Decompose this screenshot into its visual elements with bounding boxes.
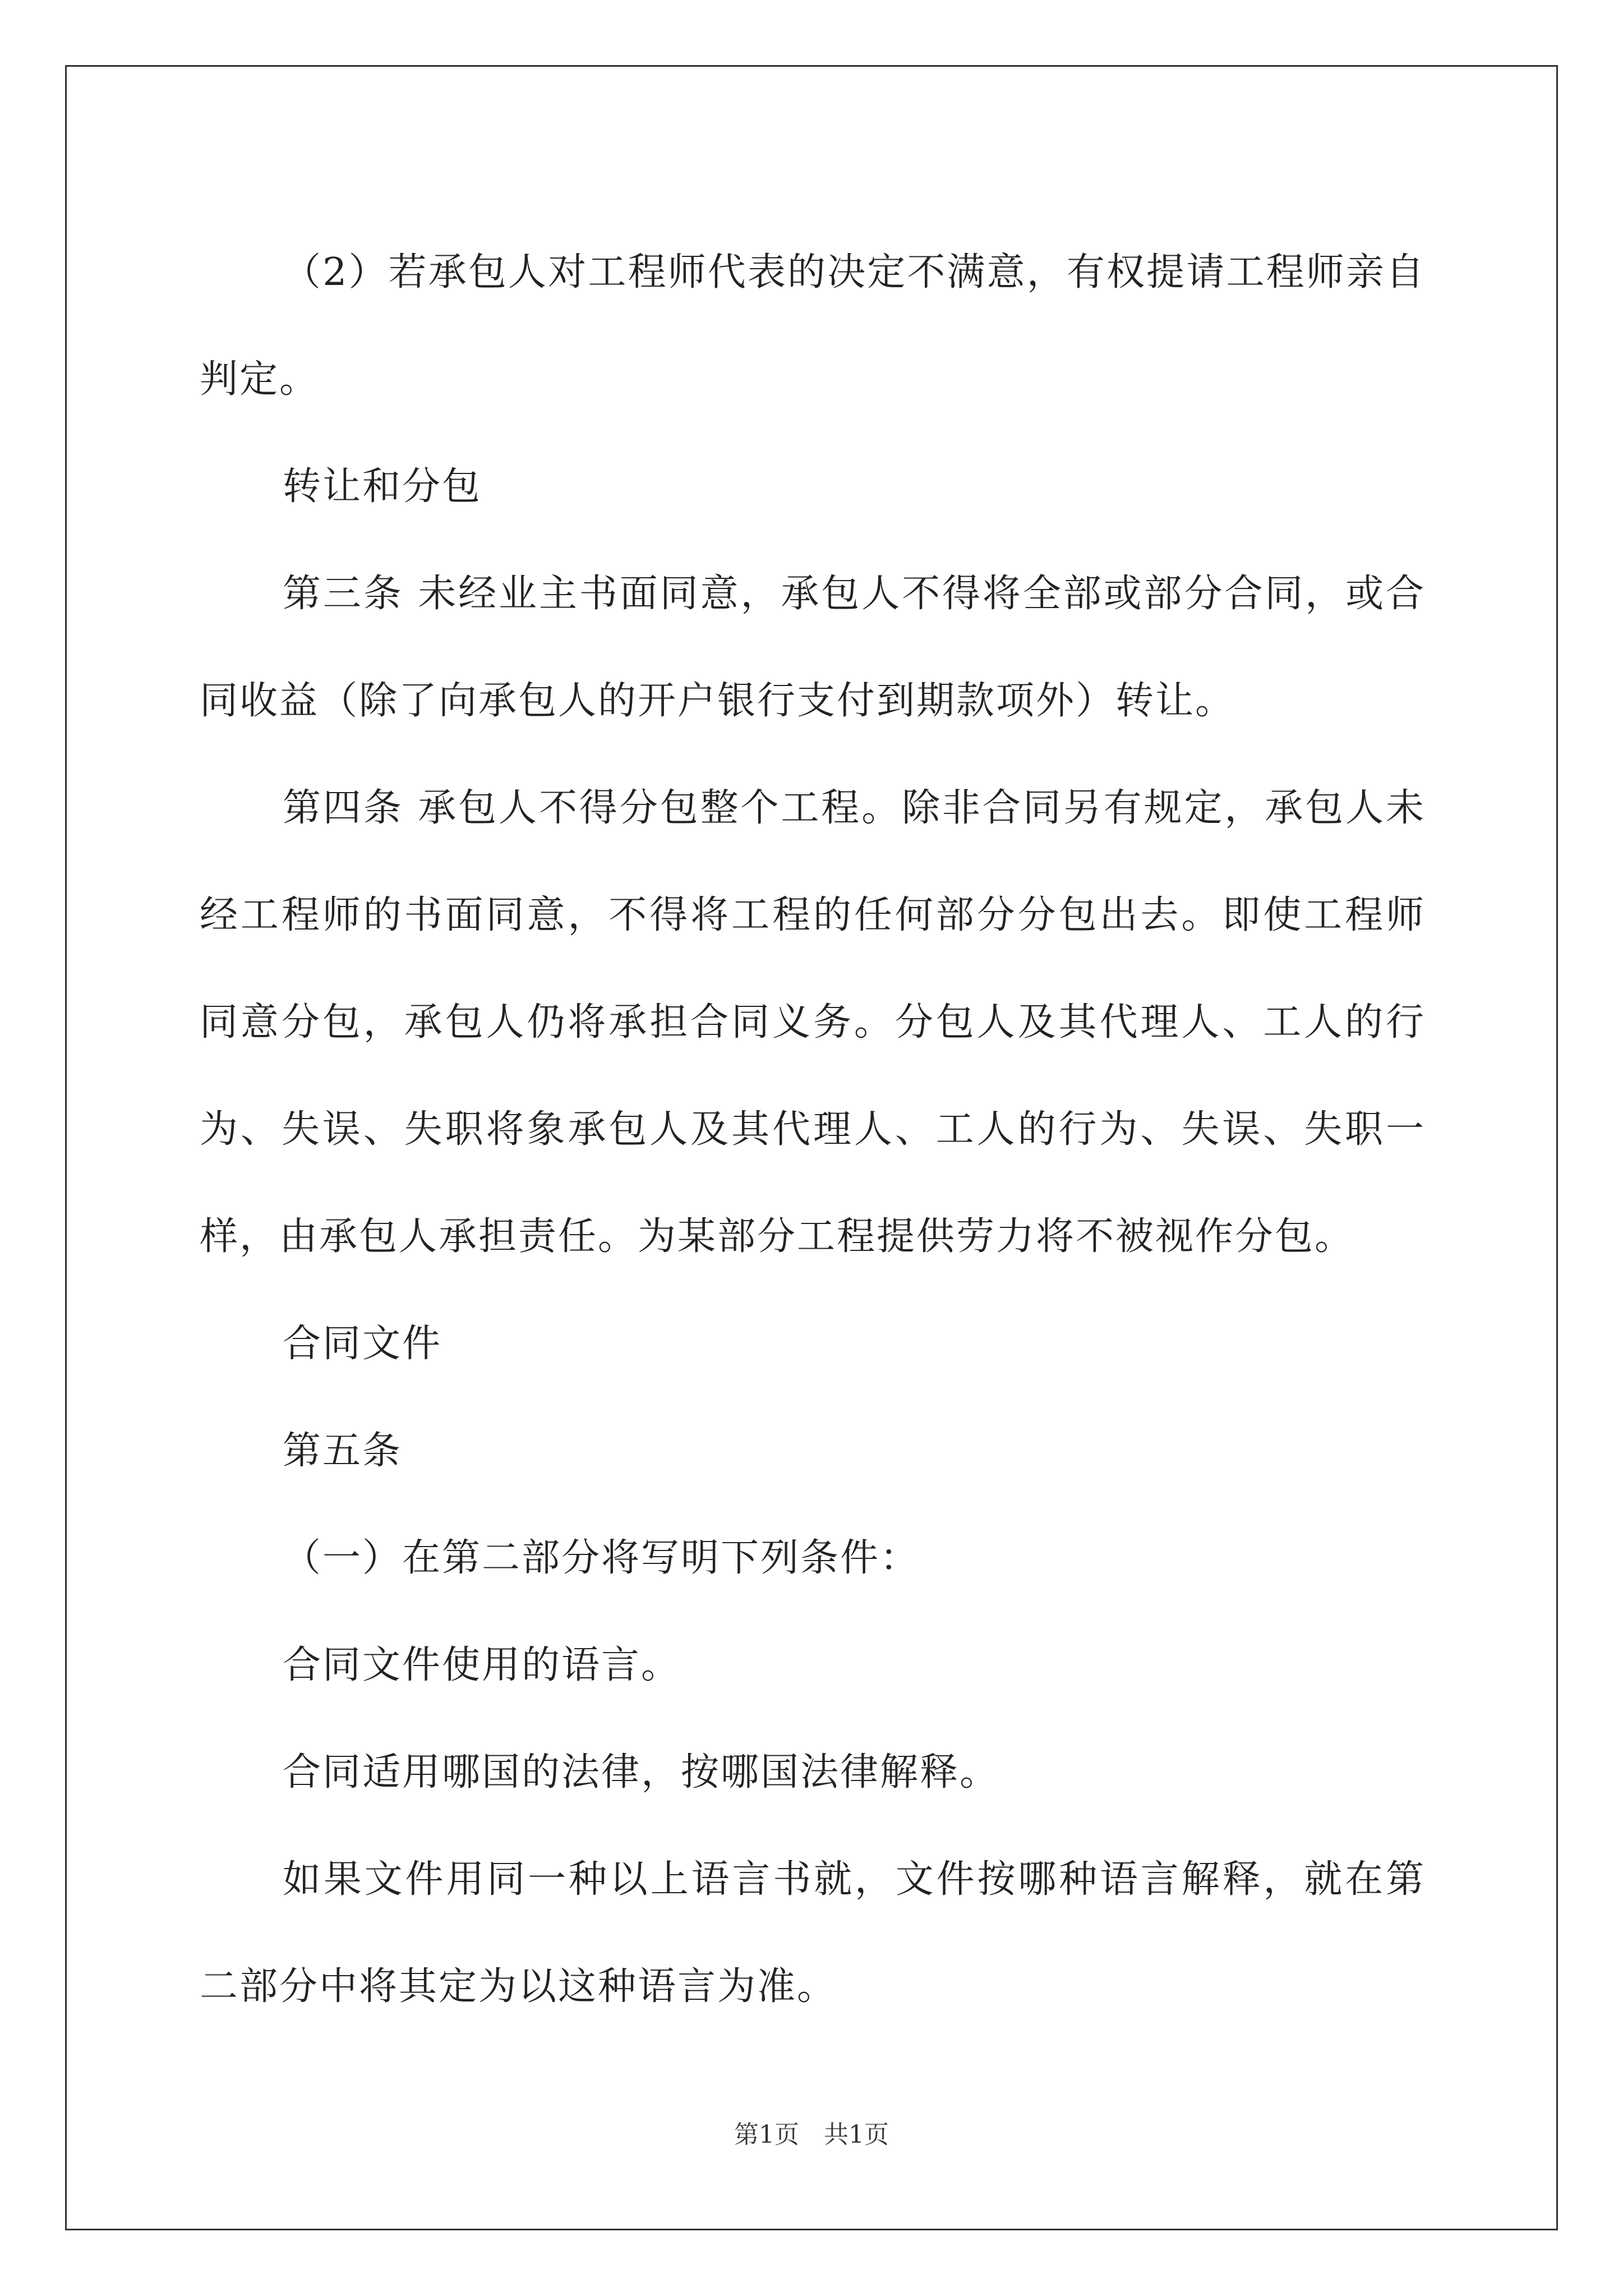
section-heading-contract-documents: 合同文件 [283,1322,442,1366]
condition-language: 合同文件使用的语言。 [283,1643,681,1687]
page-number-footer: 第1页 共1页 [734,2120,889,2149]
article-5-item-1: （一）在第二部分将写明下列条件： [283,1536,920,1580]
article-3: 第三条 未经业主书面同意，承包人不得将全部或部分合同，或合同收益（除了向承包人的开户银行支付到期款项外）转让。 [200,572,1426,723]
condition-governing-law: 合同适用哪国的法律，按哪国法律解释。 [283,1750,1000,1795]
section-heading-transfer-subcontract: 转让和分包 [283,464,482,509]
condition-ruling-language: 如果文件用同一种以上语言书就，文件按哪种语言解释，就在第二部分中将其定为以这种语言为准。 [200,1857,1426,2009]
paragraph-1: （2）若承包人对工程师代表的决定不满意，有权提请工程师亲自判定。 [200,250,1426,402]
document-body [200,219,1426,2040]
article-5-heading: 第五条 [283,1429,403,1473]
article-4: 第四条 承包人不得分包整个工程。除非合同另有规定，承包人未经工程师的书面同意，不得将工程的任何部分分包出去。即使工程师同意分包，承包人仍将承担合同义务。分包人及其代理人、工人的行为、失误、失职将象承包人及其代理人、工人的行为、失误、失职一样，由承包人承担责任。为某部分工程提供劳力将不被视作分包。 [200,786,1426,1259]
